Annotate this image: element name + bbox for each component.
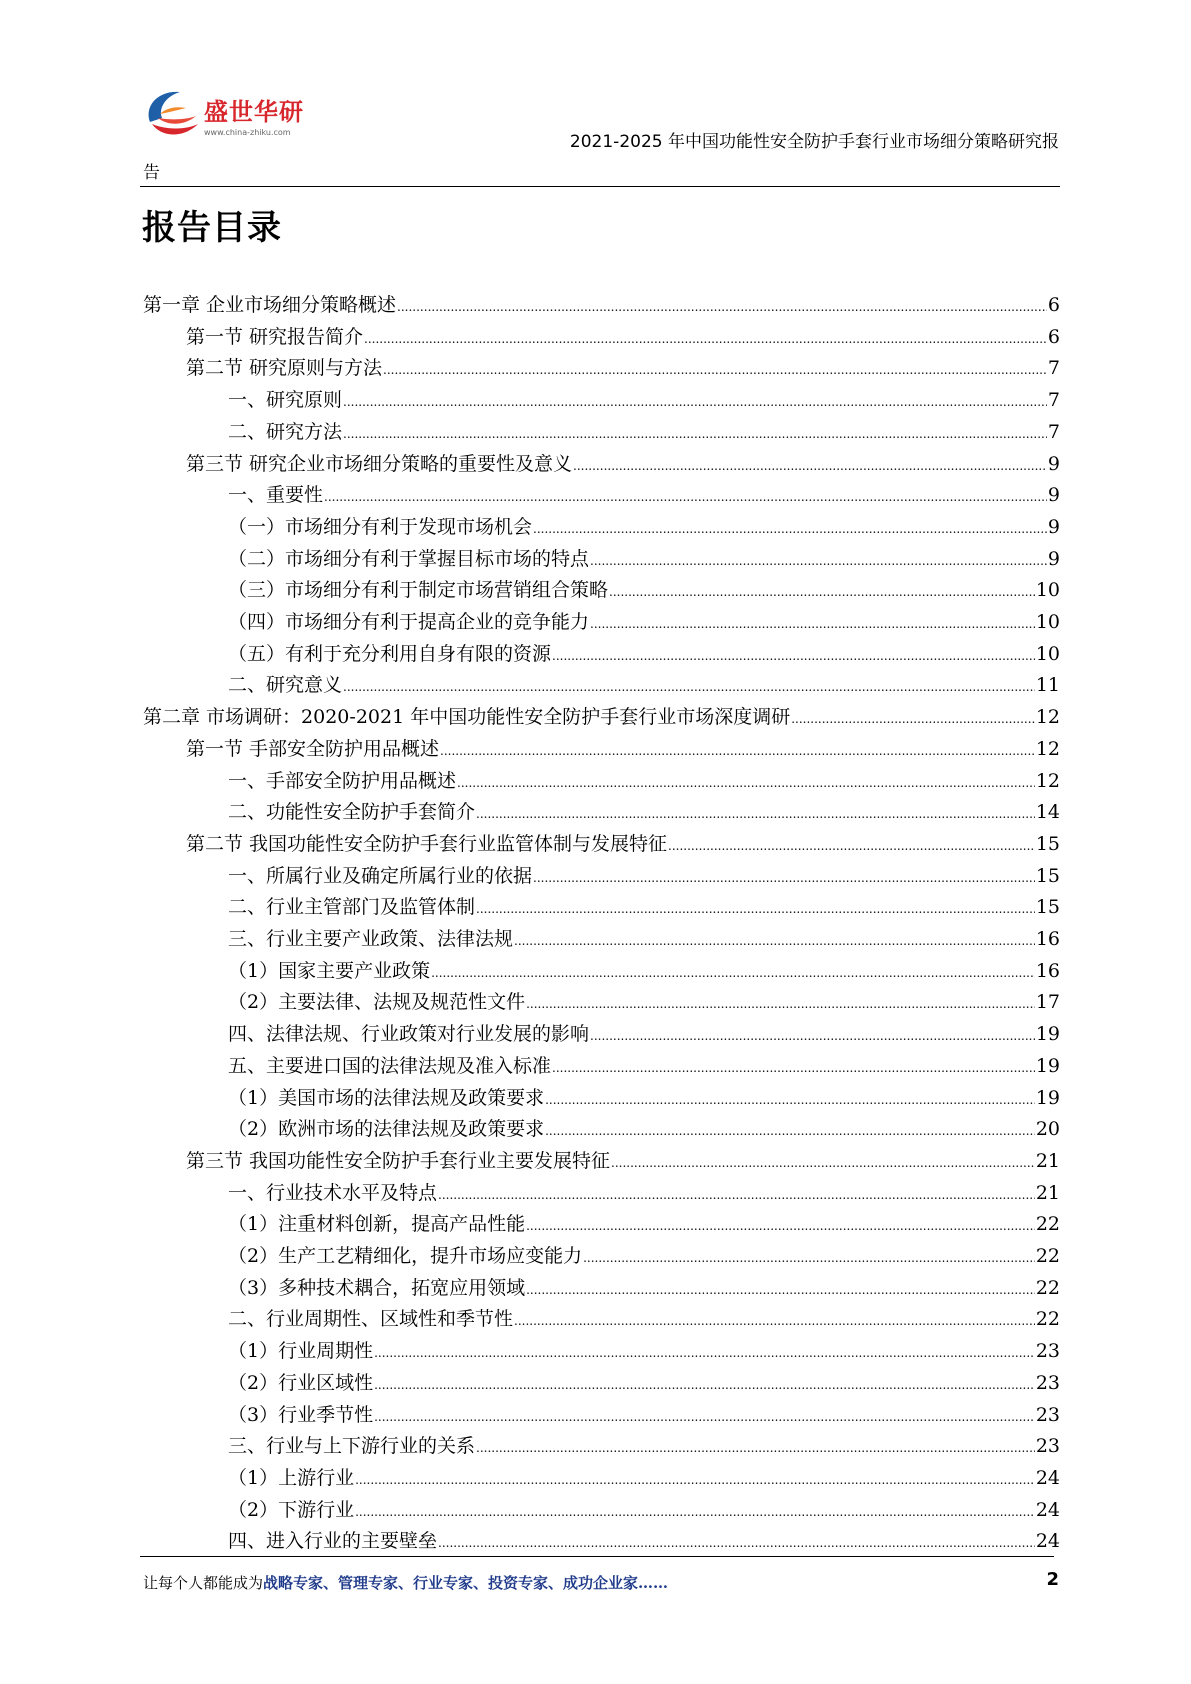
toc-entry-page: 23: [1035, 1403, 1060, 1426]
toc-entry[interactable]: [228, 1370, 1060, 1396]
toc-entry-title: 一、研究原则: [228, 389, 343, 412]
toc-entry-page: 15: [1035, 896, 1060, 919]
toc-entry-page: 22: [1035, 1308, 1060, 1331]
page-number: 2: [1046, 1569, 1059, 1590]
footer-slogan: [143, 1572, 668, 1593]
toc-entry-title: 二、功能性安全防护手套简介: [228, 801, 476, 824]
toc-entry[interactable]: [186, 736, 1060, 762]
toc-entry[interactable]: [228, 1021, 1060, 1047]
toc-dot-leader: [609, 579, 1035, 605]
toc-dot-leader: [533, 516, 1047, 542]
toc-entry[interactable]: [228, 609, 1060, 635]
toc-entry[interactable]: [228, 799, 1060, 825]
toc-entry-title: 二、行业主管部门及监管体制: [228, 896, 476, 919]
toc-entry[interactable]: [228, 1433, 1060, 1459]
toc-entry-page: 23: [1035, 1340, 1060, 1363]
toc-entry-page: 15: [1035, 864, 1060, 887]
page-header: [0, 0, 1191, 200]
toc-entry-title: （2）生产工艺精细化，提升市场应变能力: [228, 1245, 583, 1267]
toc-dot-leader: [397, 294, 1047, 320]
toc-entry-page: 9: [1047, 484, 1060, 507]
toc-dot-leader: [364, 326, 1047, 352]
toc-dot-leader: [526, 991, 1035, 1017]
document-title: 2021-2025 年中国功能性安全防护手套行业市场细分策略研究报: [569, 132, 1059, 152]
toc-dot-leader: [355, 1467, 1035, 1493]
toc-entry-page: 22: [1035, 1276, 1060, 1299]
toc-dot-leader: [514, 928, 1035, 954]
toc-entry[interactable]: [228, 768, 1060, 794]
toc-entry-page: 11: [1035, 674, 1060, 697]
toc-entry-title: （1）注重材料创新，提高产品性能: [228, 1213, 526, 1236]
toc-entry-page: 23: [1035, 1371, 1060, 1394]
toc-entry[interactable]: [228, 641, 1060, 667]
toc-dot-leader: [383, 357, 1047, 383]
toc-entry-title: 四、法律法规、行业政策对行业发展的影响: [228, 1023, 590, 1046]
toc-entry-page: 10: [1035, 642, 1060, 665]
toc-entry-title: （四）市场细分有利于提高企业的竞争能力: [228, 611, 590, 633]
toc-entry-title: 第一节 手部安全防护用品概述: [186, 737, 440, 760]
toc-entry-title: （三）市场细分有利于制定市场营销组合策略: [228, 579, 609, 602]
toc-entry-page: 16: [1035, 959, 1060, 982]
toc-dot-leader: [438, 1530, 1035, 1556]
toc-dot-leader: [545, 1118, 1035, 1144]
toc-entry-page: 15: [1035, 832, 1060, 855]
toc-entry-title: （二）市场细分有利于掌握目标市场的特点: [228, 547, 590, 570]
toc-entry[interactable]: [228, 926, 1060, 952]
toc-dot-leader: [533, 865, 1035, 891]
toc-entry-page: 10: [1035, 611, 1060, 633]
toc-dot-leader: [552, 1055, 1035, 1081]
toc-entry-page: 21: [1035, 1149, 1060, 1172]
toc-entry[interactable]: [228, 1116, 1060, 1142]
toc-entry-title: 第二节 我国功能性安全防护手套行业监管体制与发展特征: [186, 832, 668, 855]
toc-entry-title: 二、研究意义: [228, 674, 343, 697]
toc-entry-title: （1）行业周期性: [228, 1340, 374, 1363]
toc-entry-page: 24: [1035, 1530, 1060, 1553]
toc-entry[interactable]: [228, 1402, 1060, 1428]
toc-entry-title: （1）上游行业: [228, 1466, 355, 1489]
toc-dot-leader: [526, 1213, 1035, 1239]
toc-entry-title: 第二章 市场调研：2020-2021 年中国功能性安全防护手套行业市场深度调研: [143, 706, 791, 729]
toc-entry-title: （1）国家主要产业政策: [228, 959, 431, 982]
toc-entry-title: （3）多种技术耦合，拓宽应用领域: [228, 1276, 526, 1299]
toc-entry-page: 7: [1047, 389, 1060, 412]
toc-entry-page: 6: [1047, 294, 1060, 316]
toc-dot-leader: [583, 1245, 1035, 1271]
toc-entry-title: 第三节 研究企业市场细分策略的重要性及意义: [186, 452, 573, 475]
toc-entry-title: （五）有利于充分利用自身有限的资源: [228, 642, 552, 665]
toc-entry-title: （2）行业区域性: [228, 1371, 374, 1394]
toc-entry[interactable]: [228, 958, 1060, 984]
toc-entry-page: 20: [1035, 1118, 1060, 1141]
toc-entry-page: 12: [1035, 737, 1060, 760]
toc-entry-title: （1）美国市场的法律法规及政策要求: [228, 1086, 545, 1109]
toc-entry-title: 三、行业主要产业政策、法律法规: [228, 928, 514, 950]
toc-entry-page: 24: [1035, 1498, 1060, 1521]
toc-entry-title: （3）行业季节性: [228, 1403, 374, 1426]
toc-entry-page: 21: [1035, 1181, 1060, 1204]
toc-entry[interactable]: [228, 989, 1060, 1015]
toc-entry-page: 24: [1035, 1466, 1060, 1489]
toc-entry-title: 一、重要性: [228, 484, 324, 507]
toc-dot-leader: [552, 643, 1035, 669]
toc-dot-leader: [476, 1435, 1035, 1461]
toc-dot-leader: [611, 1150, 1035, 1176]
toc-entry-page: 14: [1035, 801, 1060, 824]
toc-entry-title: （2）下游行业: [228, 1498, 355, 1521]
toc-entry[interactable]: [228, 387, 1060, 413]
toc-entry-page: 6: [1047, 325, 1060, 348]
footer-slogan-highlight: 战略专家、管理专家、行业专家、投资专家、成功企业家……: [263, 1574, 669, 1592]
header-divider: [140, 186, 1060, 187]
toc-entry-title: 第三节 我国功能性安全防护手套行业主要发展特征: [186, 1149, 611, 1172]
toc-dot-leader: [573, 453, 1047, 479]
toc-entry[interactable]: [228, 419, 1060, 445]
brand-name: 盛世华研: [204, 98, 304, 126]
toc-entry[interactable]: [228, 1528, 1060, 1554]
toc-entry-page: 17: [1035, 991, 1060, 1014]
toc-entry-page: 16: [1035, 928, 1060, 950]
toc-dot-leader: [374, 1340, 1035, 1366]
toc-entry-page: 9: [1047, 515, 1060, 538]
toc-entry[interactable]: [228, 1275, 1060, 1301]
toc-entry[interactable]: [186, 355, 1060, 381]
toc-entry-page: 12: [1035, 706, 1060, 729]
company-logo: [140, 84, 320, 144]
toc-dot-leader: [590, 1023, 1035, 1049]
toc-entry[interactable]: [186, 451, 1060, 477]
toc-dot-leader: [668, 833, 1035, 859]
footer-divider: [140, 1556, 1054, 1557]
toc-dot-leader: [343, 389, 1047, 415]
toc-entry[interactable]: [228, 1053, 1060, 1079]
toc-entry-page: 19: [1035, 1086, 1060, 1109]
footer-slogan-prefix: 让每个人都能成为: [143, 1574, 264, 1592]
toc-entry-page: 7: [1047, 357, 1060, 380]
toc-entry-title: 一、所属行业及确定所属行业的依据: [228, 864, 533, 887]
toc-dot-leader: [374, 1404, 1035, 1430]
toc-entry-page: 9: [1047, 452, 1060, 475]
toc-entry-page: 23: [1035, 1435, 1060, 1458]
toc-entry[interactable]: [228, 1180, 1060, 1206]
toc-entry-page: 19: [1035, 1054, 1060, 1077]
toc-dot-leader: [343, 674, 1035, 700]
toc-entry[interactable]: [228, 482, 1060, 508]
toc-entry-title: 一、行业技术水平及特点: [228, 1181, 438, 1204]
toc-entry[interactable]: [228, 514, 1060, 540]
toc-dot-leader: [440, 738, 1035, 764]
toc-entry[interactable]: [143, 292, 1060, 318]
toc-dot-leader: [431, 960, 1035, 986]
toc-entry-title: 第一节 研究报告简介: [186, 325, 364, 348]
toc-entry[interactable]: [228, 894, 1060, 920]
toc-entry-title: 四、进入行业的主要壁垒: [228, 1530, 438, 1553]
toc-entry-page: 22: [1035, 1245, 1060, 1267]
toc-entry-title: 三、行业与上下游行业的关系: [228, 1435, 476, 1458]
toc-entry-page: 7: [1047, 420, 1060, 443]
toc-dot-leader: [355, 1499, 1035, 1525]
toc-entry-title: 二、研究方法: [228, 420, 343, 443]
toc-entry[interactable]: [186, 831, 1060, 857]
toc-dot-leader: [324, 484, 1047, 510]
toc-entry[interactable]: [228, 1497, 1060, 1523]
toc-dot-leader: [514, 1308, 1035, 1334]
toc-entry-page: 12: [1035, 769, 1060, 792]
toc-entry[interactable]: [228, 1085, 1060, 1111]
toc-dot-leader: [374, 1372, 1035, 1398]
toc-dot-leader: [590, 548, 1047, 574]
toc-dot-leader: [526, 1277, 1035, 1303]
toc-dot-leader: [438, 1182, 1035, 1208]
toc-entry[interactable]: [228, 577, 1060, 603]
toc-entry[interactable]: [228, 1211, 1060, 1237]
document-title-continued: 告: [143, 163, 160, 183]
toc-entry-title: 第二节 研究原则与方法: [186, 357, 383, 380]
toc-dot-leader: [476, 896, 1035, 922]
toc-entry[interactable]: [228, 1306, 1060, 1332]
toc-entry-title: （一）市场细分有利于发现市场机会: [228, 515, 533, 538]
toc-entry[interactable]: [228, 672, 1060, 698]
toc-entry[interactable]: [186, 1148, 1060, 1174]
toc-dot-leader: [457, 770, 1035, 796]
toc-entry-page: 19: [1035, 1023, 1060, 1046]
toc-entry-title: （2）主要法律、法规及规范性文件: [228, 991, 526, 1014]
toc-entry-title: 一、手部安全防护用品概述: [228, 769, 457, 792]
page-title: 报告目录: [142, 208, 282, 248]
toc-entry[interactable]: [228, 1338, 1060, 1364]
logo-emblem-icon: [140, 84, 204, 144]
toc-entry[interactable]: [228, 1243, 1060, 1269]
toc-dot-leader: [791, 706, 1035, 732]
toc-entry-page: 10: [1035, 579, 1060, 602]
toc-entry-title: 第一章 企业市场细分策略概述: [143, 294, 397, 316]
toc-entry-title: （2）欧洲市场的法律法规及政策要求: [228, 1118, 545, 1141]
brand-url: www.china-zhiku.com: [204, 128, 291, 137]
toc-dot-leader: [545, 1087, 1035, 1113]
toc-entry-page: 9: [1047, 547, 1060, 570]
toc-entry[interactable]: [228, 1465, 1060, 1491]
toc-entry[interactable]: [143, 704, 1060, 730]
toc-dot-leader: [476, 801, 1035, 827]
toc-dot-leader: [590, 611, 1035, 637]
toc-entry[interactable]: [228, 546, 1060, 572]
toc-entry[interactable]: [186, 324, 1060, 350]
toc-entry-title: 五、主要进口国的法律法规及准入标准: [228, 1054, 552, 1077]
toc-entry-title: 二、行业周期性、区域性和季节性: [228, 1308, 514, 1331]
toc-dot-leader: [343, 421, 1047, 447]
toc-entry[interactable]: [228, 863, 1060, 889]
toc-entry-page: 22: [1035, 1213, 1060, 1236]
